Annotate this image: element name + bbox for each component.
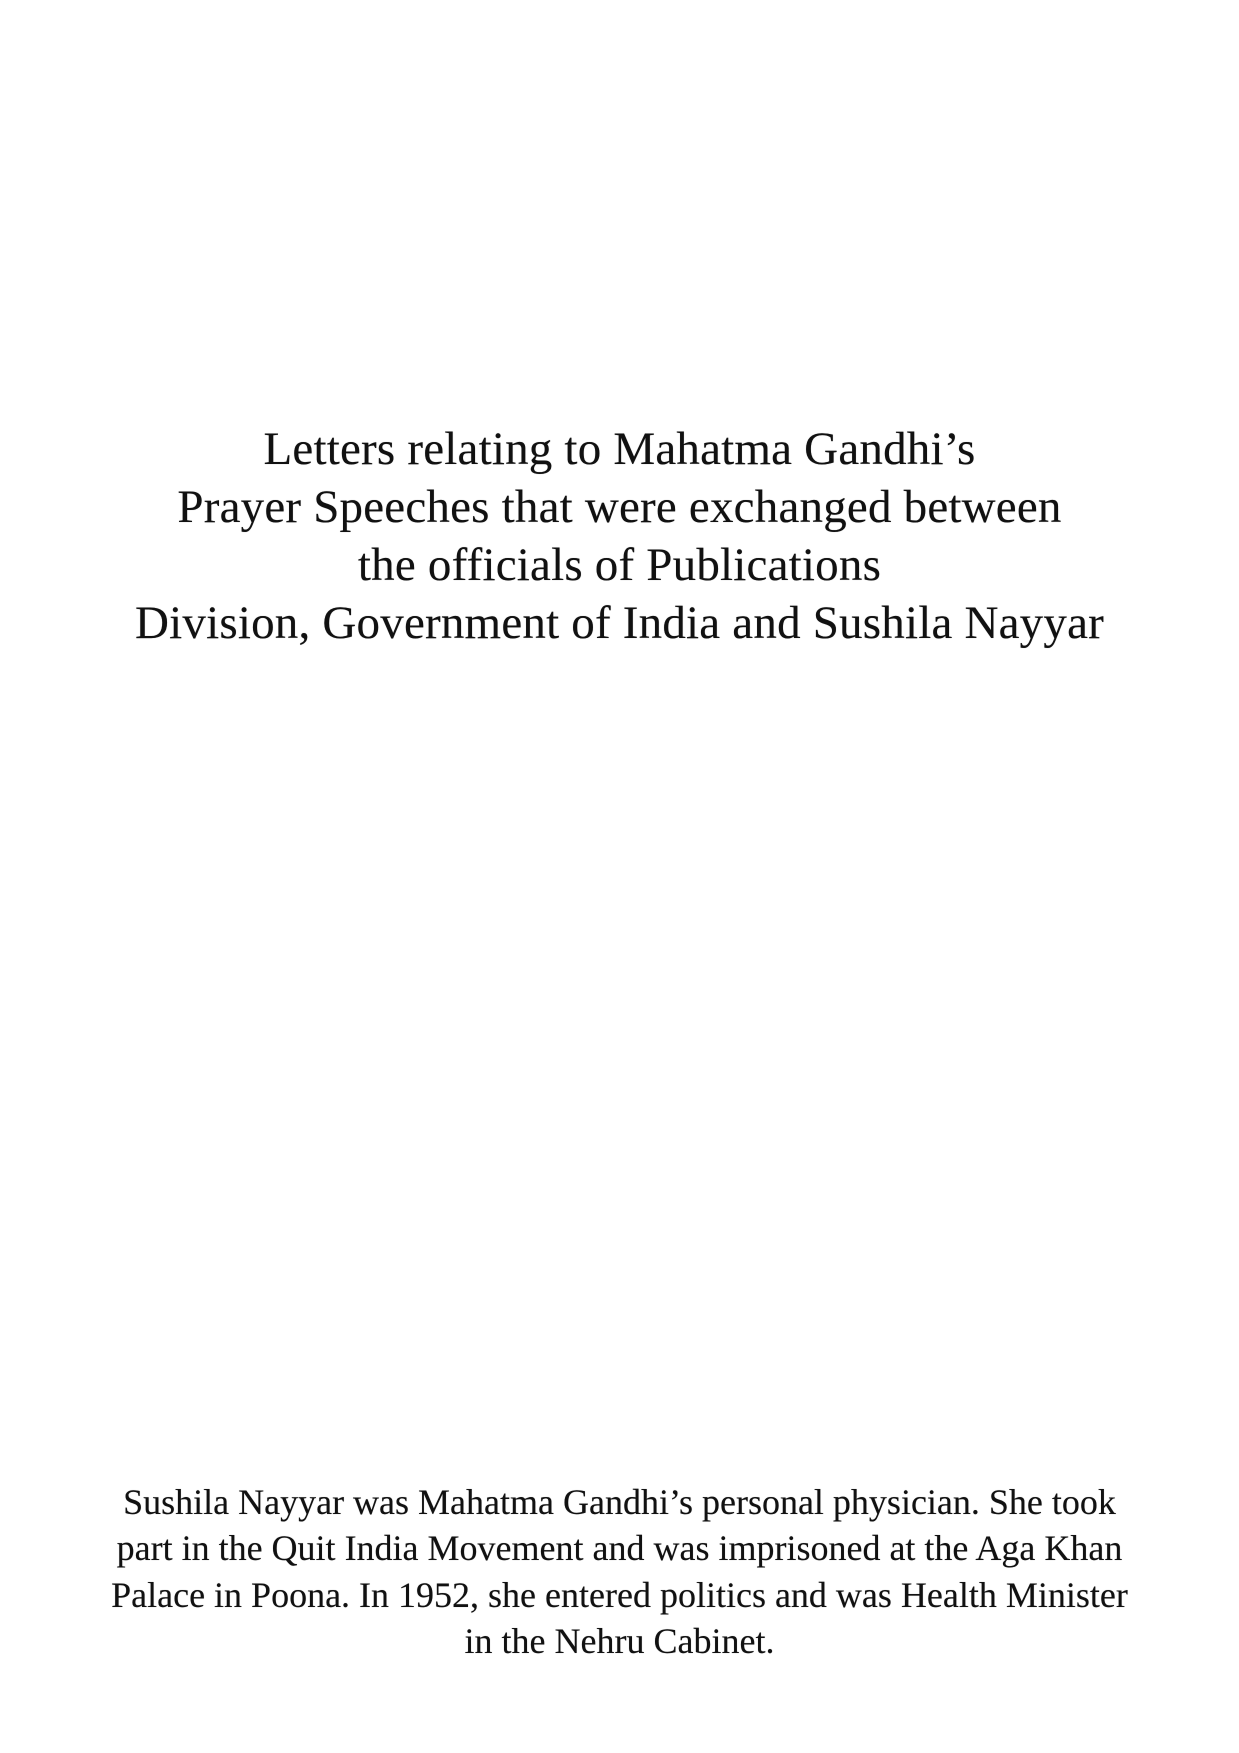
title-line-2: Prayer Speeches that were exchanged between — [177, 481, 1062, 533]
title-line-4: Division, Government of India and Sushila Nayyar — [135, 597, 1104, 649]
note-line-2: part in the Quit India Movement and was imprisoned at the Aga Khan — [116, 1528, 1123, 1569]
note-line-1: Sushila Nayyar was Mahatma Gandhi’s personal physician. She took — [123, 1482, 1116, 1522]
author-note — [0, 1479, 1239, 1665]
note-line-4: in the Nehru Cabinet. — [464, 1621, 775, 1662]
note-line-3: Palace in Poona. In 1952, she entered politics and was Health Minister — [111, 1574, 1128, 1615]
document-title — [0, 420, 1239, 652]
title-line-3: the officials of Publications — [357, 539, 882, 591]
title-line-1: Letters relating to Mahatma Gandhi’s — [263, 423, 976, 475]
